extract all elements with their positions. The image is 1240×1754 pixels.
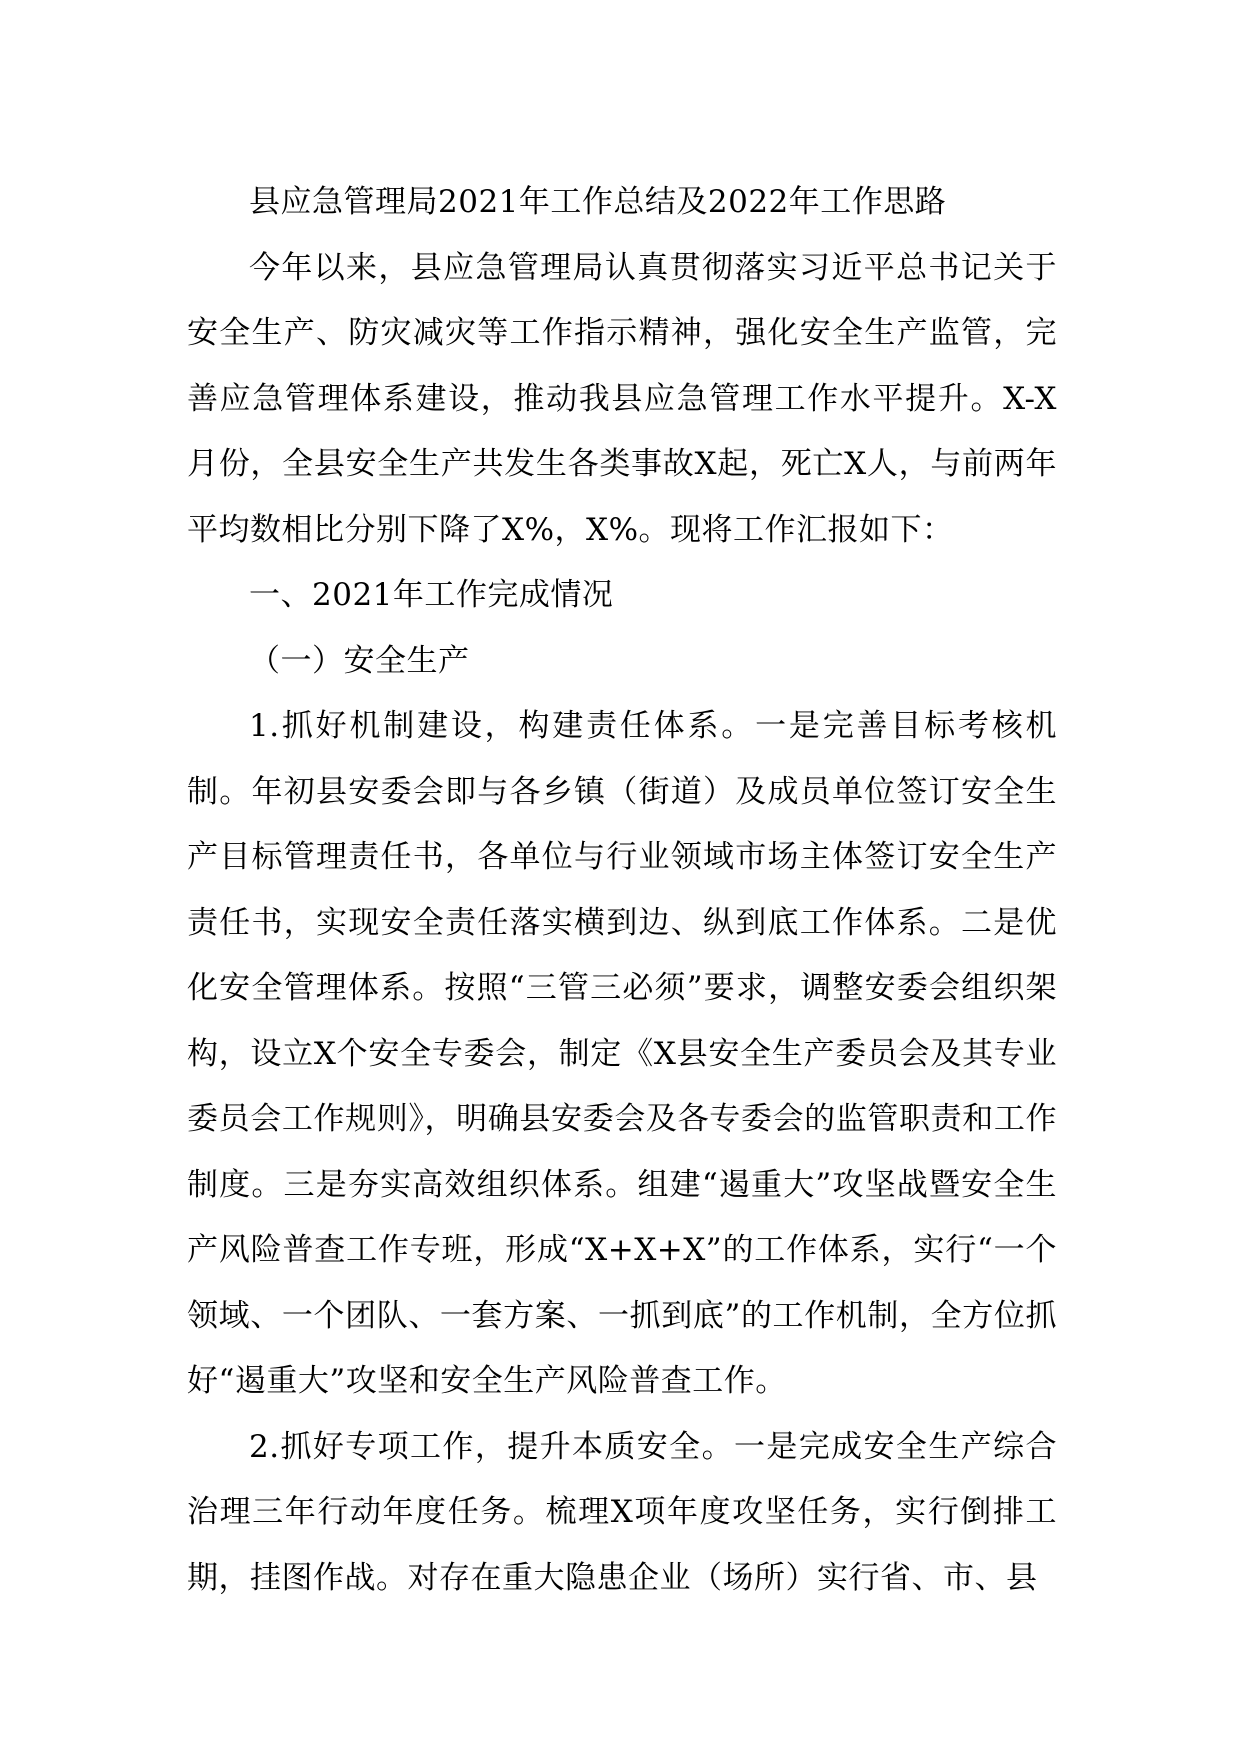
item-2-paragraph: 2.抓好专项工作，提升本质安全。一是完成安全生产综合治理三年行动年度任务。梳理X项年度攻坚任务，实行倒排工期，挂图作战。对存在重大隐患企业（场所）实行省、市、县 [187, 1428, 1057, 1596]
intro-paragraph: 今年以来，县应急管理局认真贯彻落实习近平总书记关于安全生产、防灾减灾等工作指示精神，强化安全生产监管，完善应急管理体系建设，推动我县应急管理工作水平提升。X-X月份，全县安全生产共发生各类事故X起，死亡X人，与前两年平均数相比分别下降了X%，X%。现将工作汇报如下： [187, 249, 1057, 548]
document-body [187, 170, 1057, 1611]
document-title: 县应急管理局2021年工作总结及2022年工作思路 [249, 184, 947, 220]
item-1-paragraph: 1.抓好机制建设，构建责任体系。一是完善目标考核机制。年初县安委会即与各乡镇（街道）及成员单位签订安全生产目标管理责任书，各单位与行业领域市场主体签订安全生产责任书，实现安全责任落实横到边、纵到底工作体系。二是优化安全管理体系。按照“三管三必须”要求，调整安委会组织架构，设立X个安全专委会，制定《X县安全生产委员会及其专业委员会工作规则》，明确县安委会及各专委会的监管职责和工作制度。三是夯实高效组织体系。组建“遏重大”攻坚战暨安全生产风险普查工作专班，形成“X+X+X”的工作体系，实行“一个领域、一个团队、一套方案、一抓到底”的工作机制，全方位抓好“遏重大”攻坚和安全生产风险普查工作。 [187, 708, 1057, 1399]
section-heading: 一、2021年工作完成情况 [249, 577, 614, 613]
subsection-heading: （一）安全生产 [249, 642, 470, 679]
